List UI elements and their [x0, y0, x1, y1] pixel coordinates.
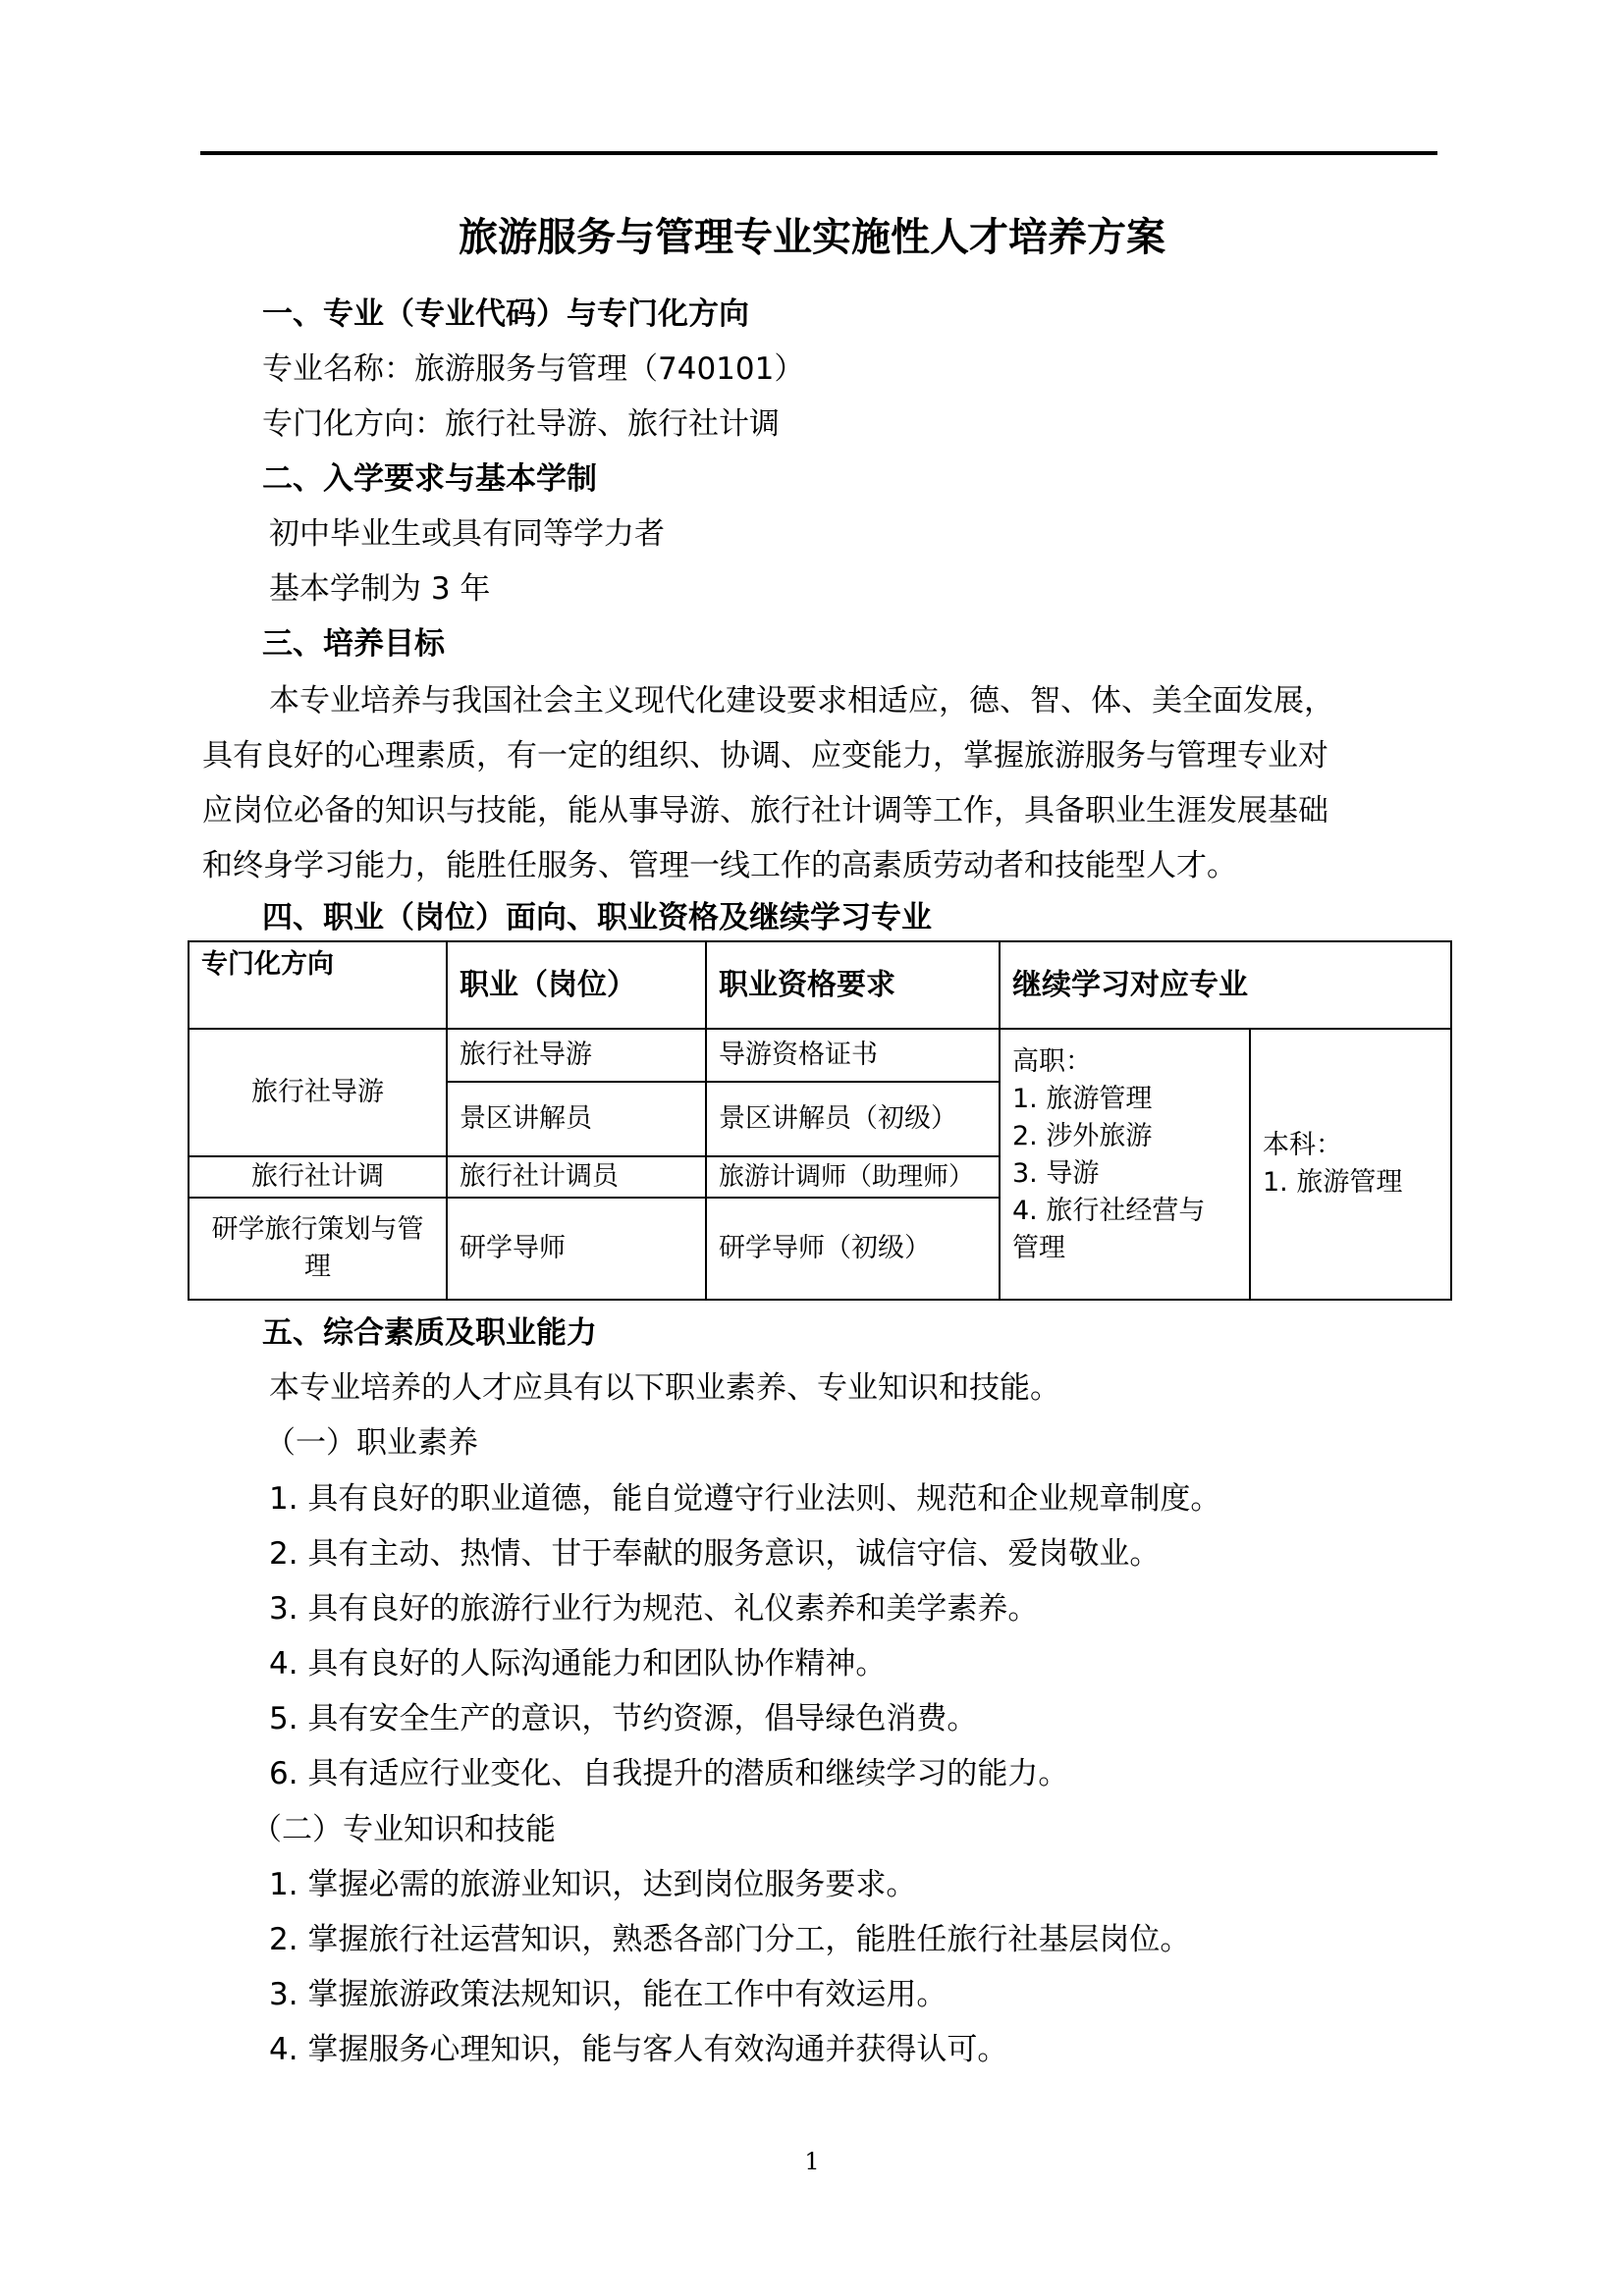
bachelor-label: 本科：	[1263, 1130, 1342, 1160]
bachelor-cell	[1250, 1029, 1451, 1300]
bachelor-item: 1. 旅游管理	[1263, 1167, 1403, 1198]
higher-vocational-label: 高职：	[1012, 1046, 1092, 1077]
occupation-cell: 研学导师	[447, 1198, 706, 1300]
certificate-cell: 景区讲解员（初级）	[706, 1082, 1000, 1156]
occupation-cell: 旅行社导游	[447, 1029, 706, 1082]
duration-line: 基本学制为 3 年	[269, 571, 491, 607]
subsection-1-heading: （一）职业素养	[265, 1425, 478, 1461]
header-rule	[200, 151, 1437, 155]
higher-vocational-item: 3. 导游	[1012, 1158, 1100, 1189]
higher-vocational-item: 1. 旅游管理	[1012, 1084, 1153, 1114]
table-header-certificate: 职业资格要求	[706, 941, 1000, 1029]
skill-item: 4. 掌握服务心理知识，能与客人有效沟通并获得认可。	[269, 2032, 1008, 2067]
quality-item: 2. 具有主动、热情、甘于奉献的服务意识，诚信守信、爱岗敬业。	[269, 1536, 1161, 1572]
goal-paragraph-line: 本专业培养与我国社会主义现代化建设要求相适应，德、智、体、美全面发展，	[269, 683, 1334, 719]
direction-cell: 旅行社导游	[189, 1029, 447, 1156]
table-header-occupation: 职业（岗位）	[447, 941, 706, 1029]
subsection-2-heading: （二）专业知识和技能	[251, 1812, 556, 1847]
higher-vocational-item: 4. 旅行社经营与	[1012, 1196, 1206, 1226]
admission-line: 初中毕业生或具有同等学力者	[269, 516, 665, 552]
skill-item: 1. 掌握必需的旅游业知识，达到岗位服务要求。	[269, 1867, 917, 1902]
occupation-table	[188, 940, 1452, 1301]
quality-item: 5. 具有安全生产的意识，节约资源，倡导绿色消费。	[269, 1701, 978, 1736]
quality-item: 4. 具有良好的人际沟通能力和团队协作精神。	[269, 1646, 887, 1682]
section-4-heading: 四、职业（岗位）面向、职业资格及继续学习专业	[262, 900, 932, 935]
table-header-further-study: 继续学习对应专业	[1000, 941, 1451, 1029]
section-5-heading: 五、综合素质及职业能力	[262, 1315, 597, 1351]
goal-paragraph-line: 应岗位必备的知识与技能，能从事导游、旅行社计调等工作，具备职业生涯发展基础	[202, 793, 1328, 828]
certificate-cell: 旅游计调师（助理师）	[706, 1156, 1000, 1198]
quality-item: 6. 具有适应行业变化、自我提升的潜质和继续学习的能力。	[269, 1756, 1069, 1791]
quality-item: 3. 具有良好的旅游行业行为规范、礼仪素养和美学素养。	[269, 1591, 1039, 1627]
certificate-cell: 导游资格证书	[706, 1029, 1000, 1082]
occupation-cell: 景区讲解员	[447, 1082, 706, 1156]
direction-cell: 旅行社计调	[189, 1156, 447, 1198]
quality-item: 1. 具有良好的职业道德，能自觉遵守行业法则、规范和企业规章制度。	[269, 1481, 1221, 1517]
certificate-cell: 研学导师（初级）	[706, 1198, 1000, 1300]
higher-vocational-item: 管理	[1012, 1233, 1065, 1263]
higher-vocational-item: 2. 涉外旅游	[1012, 1121, 1153, 1151]
skill-item: 2. 掌握旅行社运营知识，熟悉各部门分工，能胜任旅行社基层岗位。	[269, 1922, 1191, 1957]
goal-paragraph-line: 和终身学习能力，能胜任服务、管理一线工作的高素质劳动者和技能型人才。	[202, 848, 1237, 883]
page-number: 1	[804, 2148, 820, 2175]
document-title: 旅游服务与管理专业实施性人才培养方案	[459, 215, 1165, 260]
specialization-line: 专门化方向：旅行社导游、旅行社计调	[262, 406, 780, 442]
higher-vocational-cell	[1000, 1029, 1250, 1300]
table-header-direction: 专门化方向	[189, 941, 447, 1029]
skill-item: 3. 掌握旅游政策法规知识，能在工作中有效运用。	[269, 1977, 947, 2012]
major-name-line: 专业名称：旅游服务与管理（740101）	[262, 351, 805, 387]
section-2-heading: 二、入学要求与基本学制	[262, 461, 597, 497]
direction-cell: 研学旅行策划与管理	[189, 1198, 447, 1300]
section-5-intro: 本专业培养的人才应具有以下职业素养、专业知识和技能。	[269, 1370, 1060, 1406]
section-1-heading: 一、专业（专业代码）与专门化方向	[262, 296, 749, 332]
goal-paragraph-line: 具有良好的心理素质，有一定的组织、协调、应变能力，掌握旅游服务与管理专业对	[202, 738, 1328, 774]
section-3-heading: 三、培养目标	[262, 626, 445, 662]
occupation-cell: 旅行社计调员	[447, 1156, 706, 1198]
